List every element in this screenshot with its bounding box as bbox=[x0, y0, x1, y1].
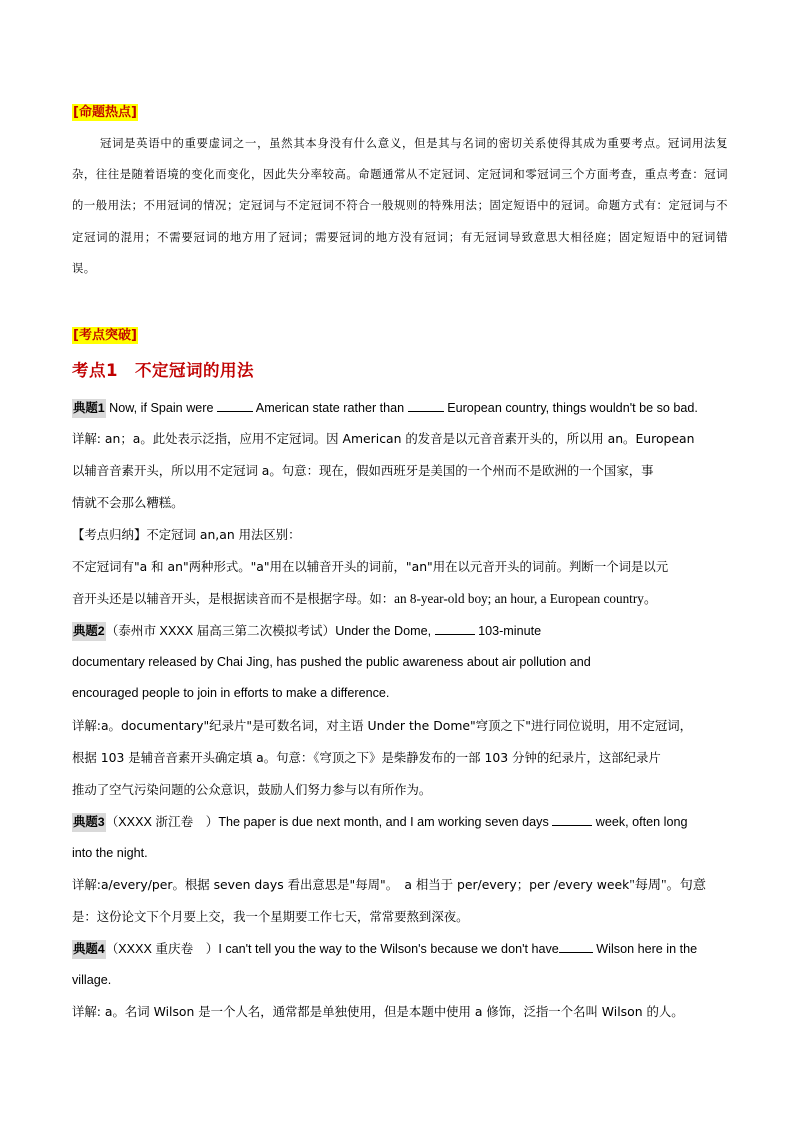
break-label: [考点突破] bbox=[73, 328, 137, 343]
example-tag: 典题1 bbox=[72, 399, 106, 418]
example-1-answer-line: 详解: an；a。此处表示泛指，应用不定冠词。因 American 的发音是以元音音素开头的，所以用 an。European bbox=[72, 431, 695, 446]
example-4-answer-line: 详解: a。名词 Wilson 是一个人名，通常都是单独使用，但是本题中使用 a 修饰，泛指一个名叫 Wilson 的人。 bbox=[72, 1004, 684, 1019]
answer-blank bbox=[435, 622, 475, 635]
example-4-question-line: village. bbox=[72, 973, 112, 987]
example-2-answer-line: 推动了空气污染问题的公众意识，鼓励人们努力参与以有所作为。 bbox=[72, 782, 432, 797]
example-4-question: 典题4（XXXX 重庆卷 ）I can't tell you the way to the Wilson's because we don't have Wilson here in the bbox=[72, 938, 728, 960]
summary-line: 不定冠词有"a 和 an"两种形式。"a"用在以辅音开头的词前，"an"用在以元音开头的词前。判断一个词是以元 bbox=[72, 559, 669, 574]
example-2-answer-line: 详解:a。documentary"纪录片"是可数名词，对主语 Under the Dome"穹顶之下"进行同位说明，用不定冠词， bbox=[72, 718, 693, 733]
answer-blank bbox=[559, 940, 593, 953]
summary-title: 【考点归纳】不定冠词 an,an 用法区别： bbox=[72, 527, 301, 542]
section-label-hot bbox=[72, 101, 138, 121]
example-1-question: 典题1 Now, if Spain were American state rather than European country, things wouldn't be so bad. bbox=[72, 397, 728, 419]
example-1-answer-line: 以辅音音素开头，所以用不定冠词 a。句意：现在，假如西班牙是美国的一个州而不是欧洲的一个国家，事 bbox=[72, 463, 654, 478]
example-tag: 典题2 bbox=[72, 622, 106, 641]
point-heading: 考点1 不定冠词的用法 bbox=[72, 361, 254, 380]
hot-label: [命题热点] bbox=[73, 105, 137, 120]
example-3-answer-line: 详解:a/every/per。根据 seven days 看出意思是"每周"。 a 相当于 per/every；per /every week"每周"。句意 bbox=[72, 877, 707, 892]
answer-blank bbox=[552, 813, 592, 826]
example-tag: 典题4 bbox=[72, 940, 106, 959]
answer-blank bbox=[217, 399, 253, 412]
example-3-question-line: into the night. bbox=[72, 846, 148, 860]
intro-paragraph: 冠词是英语中的重要虚词之一，虽然其本身没有什么意义，但是其与名词的密切关系使得其成为重要考点。冠词用法复杂，往往是随着语境的变化而变化，因此失分率较高。命题通常从不定冠词、定冠词和零冠词三个方面考查，重点考查：冠词的一般用法；不用冠词的情况；定冠词与不定冠词不符合一般规则的特殊用法；固定短语中的冠词。命题方式有：定冠词与不定冠词的混用；不需要冠词的地方用了冠词；需要冠词的地方没有冠词；有无冠词导致意思大相径庭；固定短语中的冠词错误。 bbox=[72, 137, 728, 275]
example-2-answer-line: 根据 103 是辅音音素开头确定填 a。句意：《穹顶之下》是柴静发布的一部 103 分钟的纪录片，这部纪录片 bbox=[72, 750, 661, 765]
example-1-answer-line: 情就不会那么糟糕。 bbox=[72, 495, 184, 510]
answer-blank bbox=[408, 399, 444, 412]
example-2-question: 典题2（泰州市 XXXX 届高三第二次模拟考试）Under the Dome, 103-minute bbox=[72, 620, 728, 642]
summary-line: 音开头还是以辅音开头，是根据读音而不是根据字母。如：an 8-year-old boy; an hour, a European country。 bbox=[72, 591, 658, 606]
example-2-question-line: encouraged people to join in efforts to make a difference. bbox=[72, 686, 390, 700]
example-2-question-line: documentary released by Chai Jing, has pushed the public awareness about air pollution and bbox=[72, 655, 591, 669]
example-3-answer-line: 是：这份论文下个月要上交，我一个星期要工作七天，常常要熬到深夜。 bbox=[72, 909, 469, 924]
section-label-break bbox=[72, 324, 138, 344]
example-3-question: 典题3（XXXX 浙江卷 ）The paper is due next month, and I am working seven days week, often long bbox=[72, 811, 728, 833]
example-tag: 典题3 bbox=[72, 813, 106, 832]
